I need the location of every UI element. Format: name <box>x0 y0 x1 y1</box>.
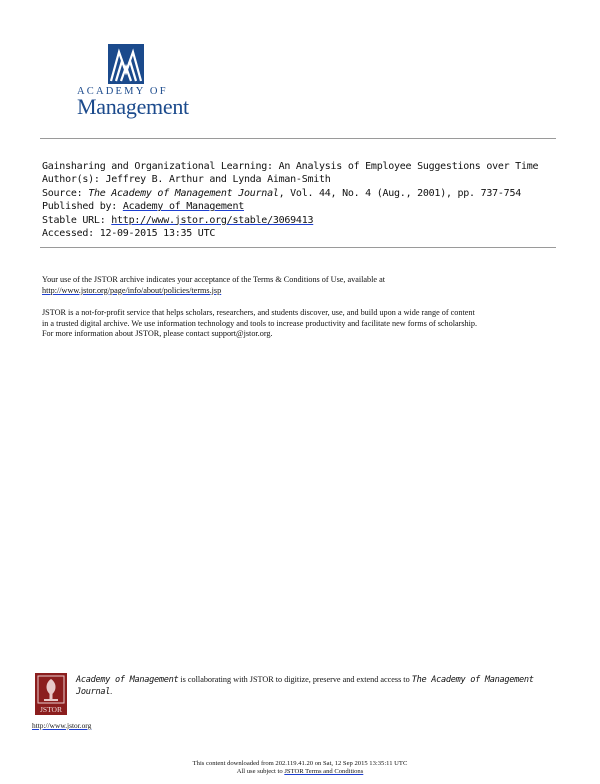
collab-org: Academy of Management <box>76 675 179 685</box>
jstor-home-link[interactable]: http://www.jstor.org <box>32 721 92 730</box>
stable-url-label: Stable URL: <box>42 214 106 226</box>
collab-text: is collaborating with JSTOR to digitize, preserve and extend access to <box>178 675 412 684</box>
jstor-about-line-1: JSTOR is a not-for-profit service that helps scholars, researchers, and students discover, use, and build upon a wide range of content <box>42 308 475 317</box>
stable-url-line <box>42 214 562 227</box>
terms-notice <box>42 275 562 296</box>
footer-terms-link[interactable]: JSTOR Terms and Conditions <box>284 768 364 775</box>
terms-link[interactable]: http://www.jstor.org/page/info/about/policies/terms.jsp <box>42 285 222 295</box>
jstor-logo-label: JSTOR <box>40 705 62 714</box>
top-divider <box>40 138 556 139</box>
footer-terms-prefix: All use subject to <box>236 768 285 775</box>
source-line <box>42 187 562 200</box>
middle-divider <box>40 247 556 248</box>
academy-of-management-logo-icon <box>108 44 144 84</box>
collab-end: . <box>110 687 113 696</box>
source-journal: The Academy of Management Journal <box>88 187 279 199</box>
source-label: Source: <box>42 187 83 199</box>
authors: Jeffrey B. Arthur and Lynda Aiman-Smith <box>105 174 331 186</box>
collab-journal: The Academy of Management Journal <box>76 675 534 697</box>
jstor-logo-icon <box>35 673 67 715</box>
citation-block <box>42 160 562 240</box>
collaboration-notice <box>76 674 566 698</box>
logo-text-management: Management <box>77 94 189 119</box>
jstor-about-notice <box>42 308 562 340</box>
footer-terms-line <box>0 768 600 776</box>
publisher-link[interactable]: Academy of Management <box>122 201 244 213</box>
article-title: Gainsharing and Organizational Learning: An Analysis of Employee Suggestions over Time <box>42 161 539 172</box>
terms-notice-text: Your use of the JSTOR archive indicates your acceptance of the Terms & Conditions of Use, available at <box>42 275 385 284</box>
stable-url-link[interactable]: http://www.jstor.org/stable/3069413 <box>111 214 314 226</box>
logo-text-academy-of: ACADEMY OF <box>77 86 168 97</box>
footer-download-line: This content downloaded from 202.119.41.20 on Sat, 12 Sep 2015 13:35:11 UTC <box>192 760 408 767</box>
authors-line <box>42 173 562 186</box>
publisher-label: Published by: <box>42 201 118 213</box>
jstor-about-line-2: in a trusted digital archive. We use information technology and tools to increase productivity and facilitate new forms of scholarship. <box>42 318 478 328</box>
download-footer <box>0 760 600 776</box>
source-details: , Vol. 44, No. 4 (Aug., 2001), pp. 737-754 <box>278 187 521 199</box>
accessed-line: Accessed: 12-09-2015 13:35 UTC <box>42 227 216 239</box>
authors-label: Author(s): <box>42 174 100 186</box>
publisher-line <box>42 200 562 213</box>
jstor-about-line-3: For more information about JSTOR, please contact support@jstor.org. <box>42 329 273 339</box>
